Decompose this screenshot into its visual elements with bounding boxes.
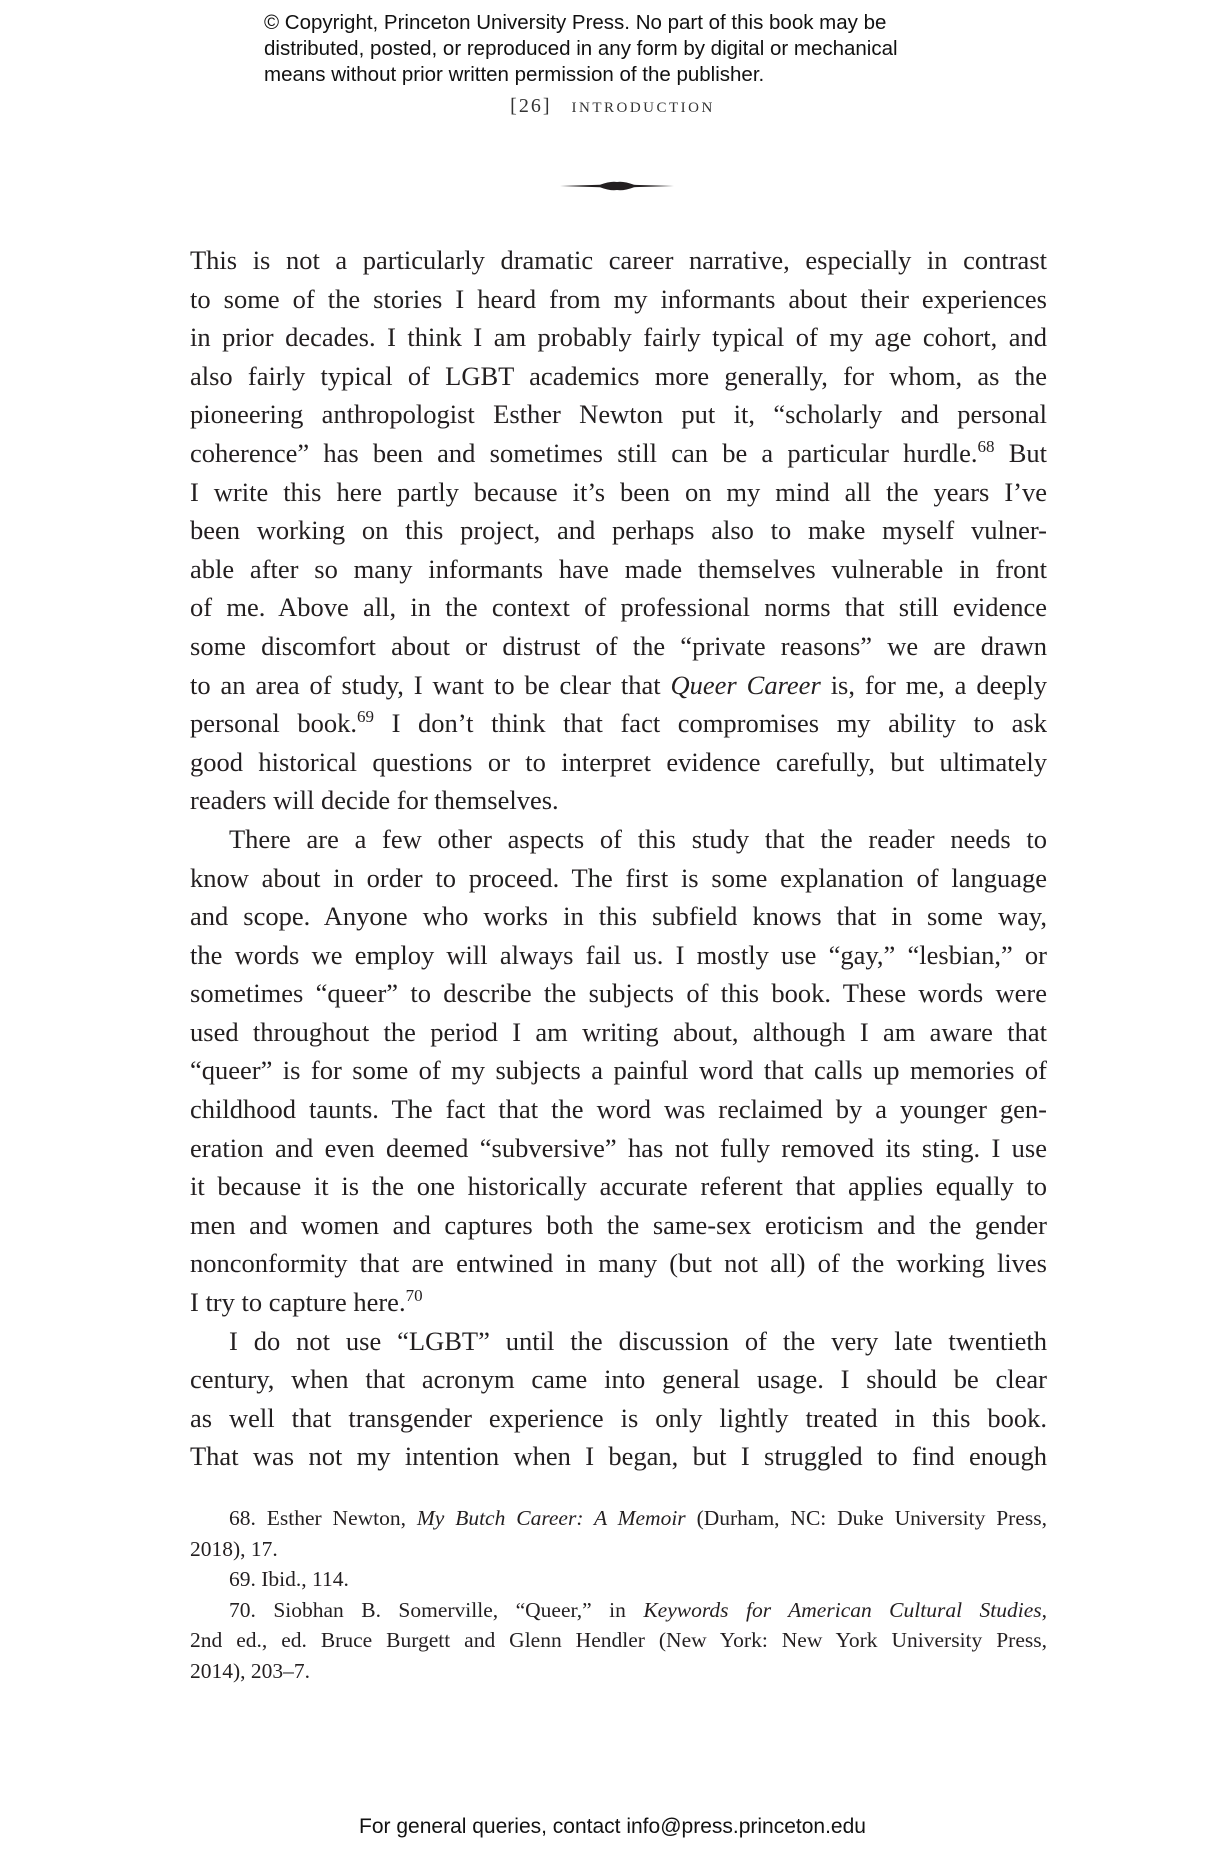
footnote-ref-68[interactable]: 68	[977, 436, 995, 456]
copyright-line: means without prior written permission of the publisher.	[264, 63, 765, 86]
text-fragment: coherence” has been and sometimes still can be a particular hurdle.	[190, 437, 978, 468]
text-line: This is not a particularly dramatic career narrative, especially in contrast	[190, 245, 1047, 275]
text-line	[190, 666, 1047, 705]
text-line: I do not use “LGBT” until the discussion of the very late twentieth	[229, 1325, 1047, 1356]
text-fragment: personal book.	[190, 708, 357, 739]
ornamental-rule-icon	[560, 178, 674, 194]
page-number: [26]	[510, 95, 552, 117]
text-line: been working on this project, and perhaps also to make myself vulner-	[190, 515, 1047, 546]
footnote-69: 69. Ibid., 114.	[229, 1567, 349, 1591]
text-line: “queer” is for some of my subjects a painful word that calls up memories of	[190, 1055, 1047, 1086]
text-line	[190, 704, 1047, 743]
text-line	[190, 1283, 1047, 1322]
text-line: know about in order to proceed. The first is some explanation of language	[190, 862, 1047, 893]
copyright-line: © Copyright, Princeton University Press. No part of this book may be	[264, 11, 887, 34]
footnote-line: 2018), 17.	[190, 1536, 278, 1561]
text-line: I write this here partly because it’s been on my mind all the years I’ve	[190, 476, 1047, 507]
text-line: nonconformity that are entwined in many (but not all) of the working lives	[190, 1248, 1047, 1279]
text-line: the words we employ will always fail us. I mostly use “gay,” “lesbian,” or	[190, 939, 1047, 970]
footnote-line: 2014), 203–7.	[190, 1658, 311, 1683]
book-title: Queer Career	[670, 669, 821, 700]
text-line: of me. Above all, in the context of professional norms that still evidence	[190, 592, 1047, 623]
text-fragment: I don’t think that fact compromises my ability to ask	[374, 708, 1047, 739]
copyright-line: distributed, posted, or reproduced in any form by digital or mechanical	[264, 37, 898, 60]
footer-contact: For general queries, contact info@press.princeton.edu	[359, 1815, 866, 1838]
text-fragment: I try to capture here.	[190, 1287, 406, 1318]
text-line	[190, 434, 1047, 473]
footnote-line: 2nd ed., ed. Bruce Burgett and Glenn Hendler (New York: New York University Press,	[190, 1628, 1047, 1652]
text-fragment: (Durham, NC: Duke University Press,	[685, 1506, 1047, 1530]
footnote-ref-69[interactable]: 69	[357, 707, 374, 727]
text-fragment: to an area of study, I want to be clear that	[190, 669, 671, 700]
running-head	[0, 92, 1225, 118]
text-line: it because it is the one historically accurate referent that applies equally to	[190, 1171, 1047, 1202]
text-fragment: 70. Siobhan B. Somerville, “Queer,” in	[229, 1597, 644, 1622]
text-line: good historical questions or to interpret evidence carefully, but ultimately	[190, 746, 1047, 777]
text-line: able after so many informants have made themselves vulnerable in front	[190, 553, 1047, 584]
text-line: as well that transgender experience is only lightly treated in this book.	[190, 1402, 1047, 1433]
footnote-ref-70[interactable]: 70	[405, 1286, 423, 1306]
text-line: readers will decide for themselves.	[190, 785, 559, 816]
cited-title: Keywords for American Cultural Studies	[643, 1597, 1042, 1622]
text-line: used throughout the period I am writing about, although I am aware that	[190, 1016, 1047, 1047]
text-fragment: But	[994, 437, 1047, 468]
text-fragment: ,	[1041, 1597, 1047, 1622]
text-line: in prior decades. I think I am probably fairly typical of my age cohort, and	[190, 322, 1047, 353]
text-line: men and women and captures both the same-sex eroticism and the gender	[190, 1209, 1047, 1240]
text-line: century, when that acronym came into general usage. I should be clear	[190, 1364, 1047, 1395]
text-line: some discomfort about or distrust of the “private reasons” we are drawn	[190, 630, 1047, 661]
text-line: That was not my intention when I began, but I struggled to find enough	[190, 1441, 1047, 1472]
text-line: pioneering anthropologist Esther Newton put it, “scholarly and personal	[190, 399, 1047, 430]
text-fragment: is, for me, a deeply	[820, 669, 1047, 700]
text-line: childhood taunts. The fact that the word was reclaimed by a younger gen-	[190, 1094, 1047, 1125]
text-line: to some of the stories I heard from my informants about their experiences	[190, 283, 1047, 314]
section-title: introduction	[571, 92, 715, 117]
text-line: sometimes “queer” to describe the subjects of this book. These words were	[190, 978, 1047, 1009]
footnotes	[190, 1503, 1047, 1686]
text-line: also fairly typical of LGBT academics more generally, for whom, as the	[190, 360, 1047, 391]
text-line: and scope. Anyone who works in this subfield knows that in some way,	[190, 901, 1047, 932]
footnote-70	[190, 1595, 1047, 1626]
body-text	[190, 241, 1047, 1476]
text-line: There are a few other aspects of this study that the reader needs to	[229, 823, 1047, 854]
footnote-68	[190, 1503, 1047, 1534]
cited-title: My Butch Career: A Memoir	[416, 1506, 686, 1530]
text-fragment: 68. Esther Newton,	[229, 1506, 417, 1530]
copyright-notice	[264, 10, 984, 88]
text-line: eration and even deemed “subversive” has not fully removed its sting. I use	[190, 1132, 1047, 1163]
